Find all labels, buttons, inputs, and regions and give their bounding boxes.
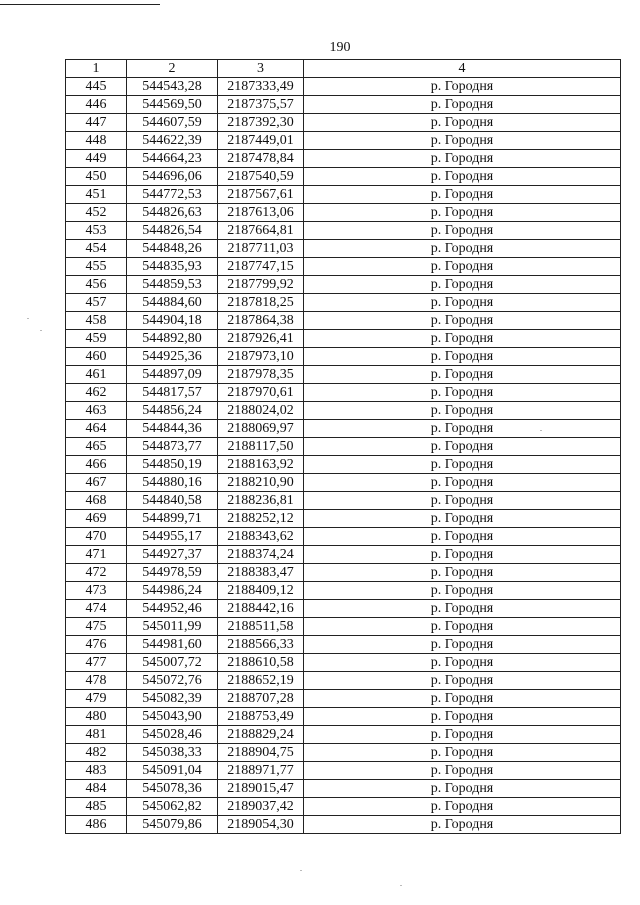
x-coordinate-cell: 544844,36 — [127, 420, 218, 438]
y-coordinate-cell: 2188442,16 — [218, 600, 304, 618]
x-coordinate-cell: 545079,86 — [127, 816, 218, 834]
x-coordinate-cell: 544859,53 — [127, 276, 218, 294]
x-coordinate-cell: 544897,09 — [127, 366, 218, 384]
header-col-3: 3 — [218, 60, 304, 78]
x-coordinate-cell: 545028,46 — [127, 726, 218, 744]
object-name-cell: р. Городня — [304, 330, 621, 348]
point-number-cell: 445 — [66, 78, 127, 96]
x-coordinate-cell: 545043,90 — [127, 708, 218, 726]
table-row — [66, 402, 621, 420]
table-row — [66, 510, 621, 528]
x-coordinate-cell: 545011,99 — [127, 618, 218, 636]
table-header-row — [66, 60, 621, 78]
header-col-2: 2 — [127, 60, 218, 78]
object-name-cell: р. Городня — [304, 510, 621, 528]
y-coordinate-cell: 2187567,61 — [218, 186, 304, 204]
table-row — [66, 312, 621, 330]
point-number-cell: 479 — [66, 690, 127, 708]
point-number-cell: 446 — [66, 96, 127, 114]
y-coordinate-cell: 2188904,75 — [218, 744, 304, 762]
point-number-cell: 460 — [66, 348, 127, 366]
y-coordinate-cell: 2188024,02 — [218, 402, 304, 420]
table-row — [66, 78, 621, 96]
y-coordinate-cell: 2187392,30 — [218, 114, 304, 132]
table-row — [66, 582, 621, 600]
table-row — [66, 204, 621, 222]
table-row — [66, 744, 621, 762]
point-number-cell: 448 — [66, 132, 127, 150]
y-coordinate-cell: 2188829,24 — [218, 726, 304, 744]
table-row — [66, 222, 621, 240]
object-name-cell: р. Городня — [304, 276, 621, 294]
x-coordinate-cell: 545007,72 — [127, 654, 218, 672]
object-name-cell: р. Городня — [304, 546, 621, 564]
x-coordinate-cell: 544880,16 — [127, 474, 218, 492]
point-number-cell: 465 — [66, 438, 127, 456]
point-number-cell: 469 — [66, 510, 127, 528]
table-row — [66, 780, 621, 798]
object-name-cell: р. Городня — [304, 474, 621, 492]
point-number-cell: 467 — [66, 474, 127, 492]
y-coordinate-cell: 2188252,12 — [218, 510, 304, 528]
table-row — [66, 438, 621, 456]
y-coordinate-cell: 2188511,58 — [218, 618, 304, 636]
object-name-cell: р. Городня — [304, 438, 621, 456]
table-row — [66, 384, 621, 402]
x-coordinate-cell: 544772,53 — [127, 186, 218, 204]
table-row — [66, 114, 621, 132]
object-name-cell: р. Городня — [304, 600, 621, 618]
table-row — [66, 762, 621, 780]
x-coordinate-cell: 544835,93 — [127, 258, 218, 276]
object-name-cell: р. Городня — [304, 114, 621, 132]
table-row — [66, 420, 621, 438]
object-name-cell: р. Городня — [304, 384, 621, 402]
table-row — [66, 546, 621, 564]
x-coordinate-cell: 545091,04 — [127, 762, 218, 780]
object-name-cell: р. Городня — [304, 132, 621, 150]
x-coordinate-cell: 544925,36 — [127, 348, 218, 366]
point-number-cell: 475 — [66, 618, 127, 636]
point-number-cell: 482 — [66, 744, 127, 762]
y-coordinate-cell: 2188707,28 — [218, 690, 304, 708]
y-coordinate-cell: 2188069,97 — [218, 420, 304, 438]
object-name-cell: р. Городня — [304, 780, 621, 798]
object-name-cell: р. Городня — [304, 816, 621, 834]
y-coordinate-cell: 2187449,01 — [218, 132, 304, 150]
y-coordinate-cell: 2188343,62 — [218, 528, 304, 546]
point-number-cell: 484 — [66, 780, 127, 798]
table-row — [66, 474, 621, 492]
point-number-cell: 458 — [66, 312, 127, 330]
x-coordinate-cell: 544892,80 — [127, 330, 218, 348]
object-name-cell: р. Городня — [304, 402, 621, 420]
point-number-cell: 466 — [66, 456, 127, 474]
table-row — [66, 96, 621, 114]
object-name-cell: р. Городня — [304, 618, 621, 636]
point-number-cell: 481 — [66, 726, 127, 744]
scan-speck — [300, 870, 302, 871]
y-coordinate-cell: 2188236,81 — [218, 492, 304, 510]
y-coordinate-cell: 2188409,12 — [218, 582, 304, 600]
object-name-cell: р. Городня — [304, 240, 621, 258]
point-number-cell: 483 — [66, 762, 127, 780]
x-coordinate-cell: 544622,39 — [127, 132, 218, 150]
point-number-cell: 450 — [66, 168, 127, 186]
x-coordinate-cell: 544884,60 — [127, 294, 218, 312]
point-number-cell: 480 — [66, 708, 127, 726]
table-body — [66, 78, 621, 834]
y-coordinate-cell: 2187973,10 — [218, 348, 304, 366]
table-row — [66, 492, 621, 510]
table-row — [66, 726, 621, 744]
object-name-cell: р. Городня — [304, 690, 621, 708]
top-rule — [0, 4, 160, 5]
y-coordinate-cell: 2188383,47 — [218, 564, 304, 582]
x-coordinate-cell: 545082,39 — [127, 690, 218, 708]
x-coordinate-cell: 544986,24 — [127, 582, 218, 600]
object-name-cell: р. Городня — [304, 294, 621, 312]
y-coordinate-cell: 2188971,77 — [218, 762, 304, 780]
table-row — [66, 258, 621, 276]
x-coordinate-cell: 544607,59 — [127, 114, 218, 132]
point-number-cell: 447 — [66, 114, 127, 132]
y-coordinate-cell: 2188117,50 — [218, 438, 304, 456]
header-col-4: 4 — [304, 60, 621, 78]
point-number-cell: 452 — [66, 204, 127, 222]
object-name-cell: р. Городня — [304, 96, 621, 114]
table-row — [66, 366, 621, 384]
table-row — [66, 330, 621, 348]
header-col-1: 1 — [66, 60, 127, 78]
point-number-cell: 486 — [66, 816, 127, 834]
y-coordinate-cell: 2187978,35 — [218, 366, 304, 384]
object-name-cell: р. Городня — [304, 492, 621, 510]
table-row — [66, 456, 621, 474]
x-coordinate-cell: 544848,26 — [127, 240, 218, 258]
x-coordinate-cell: 544817,57 — [127, 384, 218, 402]
y-coordinate-cell: 2189054,30 — [218, 816, 304, 834]
x-coordinate-cell: 544978,59 — [127, 564, 218, 582]
object-name-cell: р. Городня — [304, 78, 621, 96]
point-number-cell: 485 — [66, 798, 127, 816]
scan-speck — [27, 318, 29, 319]
table-row — [66, 672, 621, 690]
y-coordinate-cell: 2187613,06 — [218, 204, 304, 222]
y-coordinate-cell: 2188374,24 — [218, 546, 304, 564]
y-coordinate-cell: 2187818,25 — [218, 294, 304, 312]
object-name-cell: р. Городня — [304, 150, 621, 168]
y-coordinate-cell: 2189037,42 — [218, 798, 304, 816]
table-row — [66, 186, 621, 204]
point-number-cell: 471 — [66, 546, 127, 564]
y-coordinate-cell: 2188163,92 — [218, 456, 304, 474]
object-name-cell: р. Городня — [304, 168, 621, 186]
object-name-cell: р. Городня — [304, 420, 621, 438]
table-row — [66, 348, 621, 366]
object-name-cell: р. Городня — [304, 456, 621, 474]
table-row — [66, 564, 621, 582]
object-name-cell: р. Городня — [304, 222, 621, 240]
x-coordinate-cell: 544955,17 — [127, 528, 218, 546]
x-coordinate-cell: 544981,60 — [127, 636, 218, 654]
point-number-cell: 459 — [66, 330, 127, 348]
point-number-cell: 470 — [66, 528, 127, 546]
point-number-cell: 451 — [66, 186, 127, 204]
table-row — [66, 294, 621, 312]
y-coordinate-cell: 2187747,15 — [218, 258, 304, 276]
point-number-cell: 477 — [66, 654, 127, 672]
x-coordinate-cell: 544856,24 — [127, 402, 218, 420]
x-coordinate-cell: 544569,50 — [127, 96, 218, 114]
table-row — [66, 654, 621, 672]
table-row — [66, 816, 621, 834]
y-coordinate-cell: 2187864,38 — [218, 312, 304, 330]
point-number-cell: 453 — [66, 222, 127, 240]
x-coordinate-cell: 545078,36 — [127, 780, 218, 798]
table-row — [66, 690, 621, 708]
point-number-cell: 462 — [66, 384, 127, 402]
y-coordinate-cell: 2187926,41 — [218, 330, 304, 348]
table-row — [66, 708, 621, 726]
object-name-cell: р. Городня — [304, 636, 621, 654]
point-number-cell: 474 — [66, 600, 127, 618]
x-coordinate-cell: 544664,23 — [127, 150, 218, 168]
y-coordinate-cell: 2187799,92 — [218, 276, 304, 294]
point-number-cell: 468 — [66, 492, 127, 510]
point-number-cell: 457 — [66, 294, 127, 312]
y-coordinate-cell: 2187540,59 — [218, 168, 304, 186]
object-name-cell: р. Городня — [304, 312, 621, 330]
table-row — [66, 636, 621, 654]
point-number-cell: 478 — [66, 672, 127, 690]
object-name-cell: р. Городня — [304, 654, 621, 672]
x-coordinate-cell: 544826,54 — [127, 222, 218, 240]
object-name-cell: р. Городня — [304, 798, 621, 816]
object-name-cell: р. Городня — [304, 564, 621, 582]
x-coordinate-cell: 544696,06 — [127, 168, 218, 186]
x-coordinate-cell: 544826,63 — [127, 204, 218, 222]
point-number-cell: 456 — [66, 276, 127, 294]
x-coordinate-cell: 544873,77 — [127, 438, 218, 456]
object-name-cell: р. Городня — [304, 186, 621, 204]
table-row — [66, 798, 621, 816]
table-row — [66, 150, 621, 168]
object-name-cell: р. Городня — [304, 258, 621, 276]
point-number-cell: 455 — [66, 258, 127, 276]
y-coordinate-cell: 2188610,58 — [218, 654, 304, 672]
object-name-cell: р. Городня — [304, 348, 621, 366]
x-coordinate-cell: 544904,18 — [127, 312, 218, 330]
object-name-cell: р. Городня — [304, 204, 621, 222]
table-row — [66, 618, 621, 636]
point-number-cell: 463 — [66, 402, 127, 420]
x-coordinate-cell: 545072,76 — [127, 672, 218, 690]
object-name-cell: р. Городня — [304, 744, 621, 762]
x-coordinate-cell: 544543,28 — [127, 78, 218, 96]
x-coordinate-cell: 545038,33 — [127, 744, 218, 762]
point-number-cell: 476 — [66, 636, 127, 654]
table-row — [66, 168, 621, 186]
object-name-cell: р. Городня — [304, 726, 621, 744]
y-coordinate-cell: 2188753,49 — [218, 708, 304, 726]
x-coordinate-cell: 544899,71 — [127, 510, 218, 528]
y-coordinate-cell: 2188210,90 — [218, 474, 304, 492]
table-row — [66, 600, 621, 618]
point-number-cell: 454 — [66, 240, 127, 258]
object-name-cell: р. Городня — [304, 528, 621, 546]
point-number-cell: 461 — [66, 366, 127, 384]
y-coordinate-cell: 2189015,47 — [218, 780, 304, 798]
point-number-cell: 449 — [66, 150, 127, 168]
y-coordinate-cell: 2187333,49 — [218, 78, 304, 96]
y-coordinate-cell: 2188652,19 — [218, 672, 304, 690]
point-number-cell: 473 — [66, 582, 127, 600]
y-coordinate-cell: 2187711,03 — [218, 240, 304, 258]
object-name-cell: р. Городня — [304, 708, 621, 726]
x-coordinate-cell: 544952,46 — [127, 600, 218, 618]
scan-speck — [40, 330, 42, 331]
scan-speck — [400, 885, 402, 886]
y-coordinate-cell: 2187375,57 — [218, 96, 304, 114]
table-row — [66, 528, 621, 546]
x-coordinate-cell: 544850,19 — [127, 456, 218, 474]
object-name-cell: р. Городня — [304, 762, 621, 780]
object-name-cell: р. Городня — [304, 582, 621, 600]
x-coordinate-cell: 544840,58 — [127, 492, 218, 510]
point-number-cell: 464 — [66, 420, 127, 438]
y-coordinate-cell: 2187664,81 — [218, 222, 304, 240]
y-coordinate-cell: 2187478,84 — [218, 150, 304, 168]
x-coordinate-cell: 545062,82 — [127, 798, 218, 816]
object-name-cell: р. Городня — [304, 366, 621, 384]
y-coordinate-cell: 2187970,61 — [218, 384, 304, 402]
page-number: 190 — [329, 40, 351, 55]
coordinates-table — [65, 59, 621, 834]
table-row — [66, 276, 621, 294]
object-name-cell: р. Городня — [304, 672, 621, 690]
table-row — [66, 240, 621, 258]
x-coordinate-cell: 544927,37 — [127, 546, 218, 564]
point-number-cell: 472 — [66, 564, 127, 582]
table-row — [66, 132, 621, 150]
y-coordinate-cell: 2188566,33 — [218, 636, 304, 654]
scan-speck — [540, 430, 542, 431]
